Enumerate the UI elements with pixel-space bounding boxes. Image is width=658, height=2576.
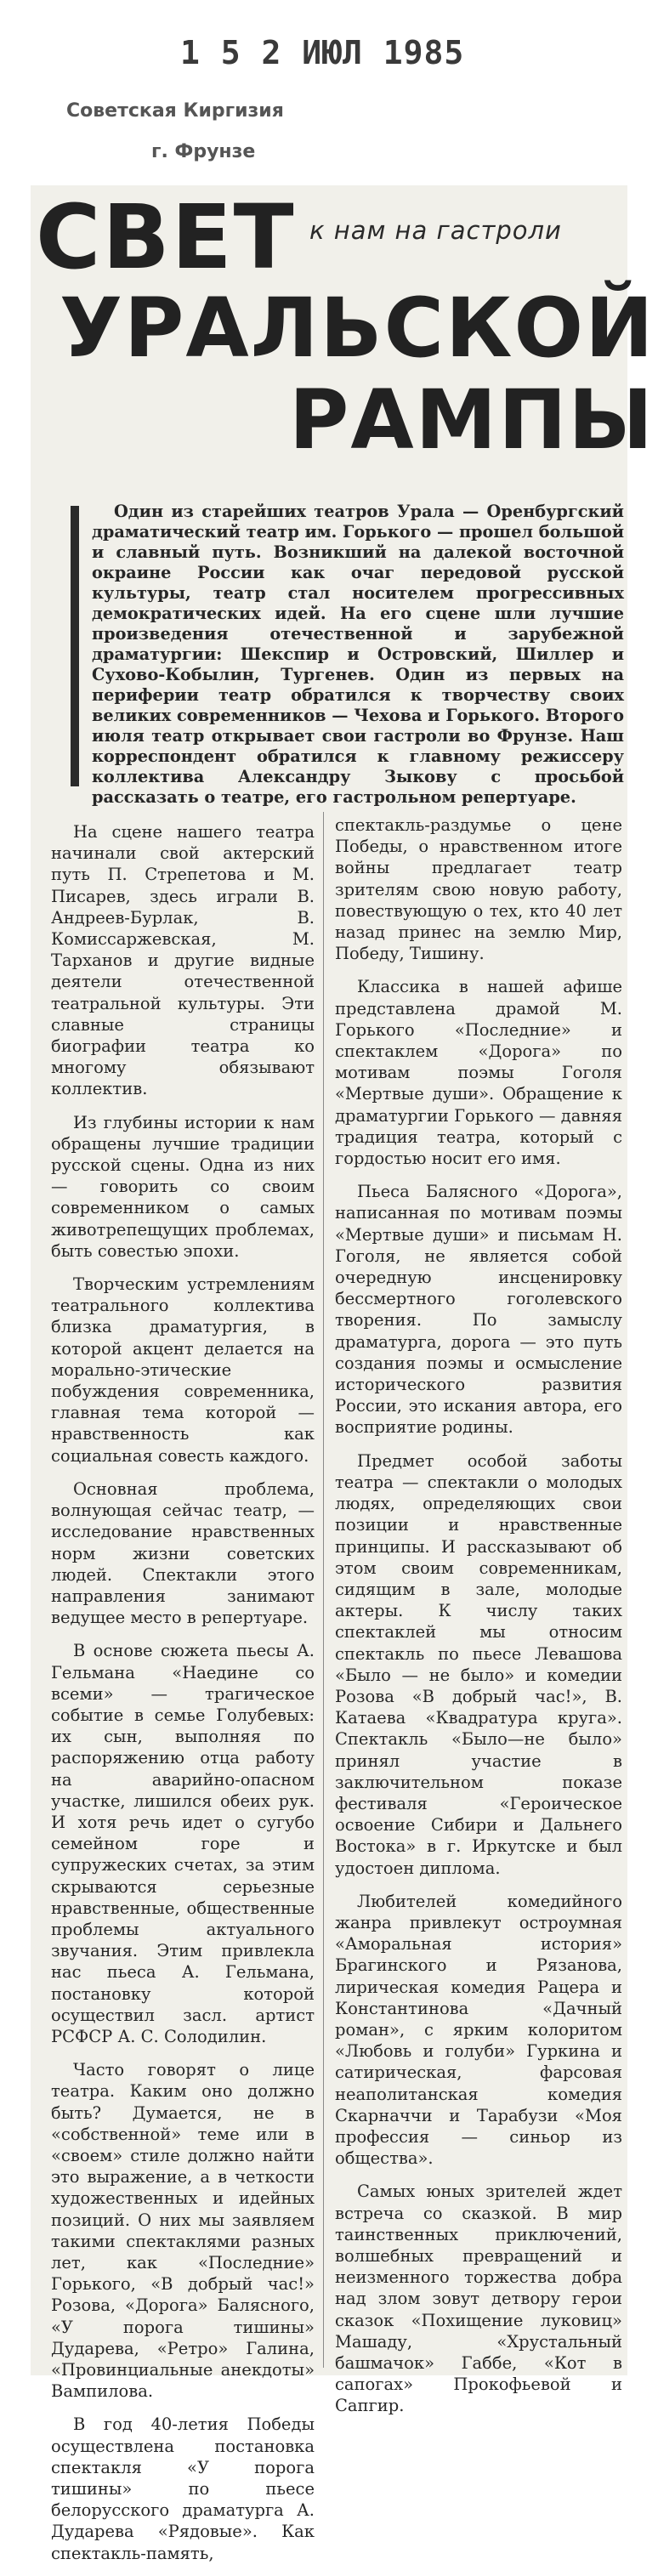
article-paragraph: Пьеса Балясного «Дорога», написанная по мотивам поэмы «Мертвые души» и письмам Н. Гоголя, не является собой очередную инсценировку бессмертного гоголевского творения. По замыслу драматурга, дорога — это путь создания поэмы и осмысление исторического развития России, это искания автора, его восприятие родины. bbox=[335, 1182, 622, 1438]
article-paragraph: Предмет особой заботы театра — спектакли о молодых людях, определяющих свои позиции и нравственные принципы. И рассказывают об этом своим современникам, сидящим в зале, молодые актеры. К числу таких спектаклей мы относим спектакль по пьесе Левашова «Было — не было» и комедии Розова «В добрый час!», В. Катаева «Квадратура круга». Спектакль «Было—не было» принял участие в заключительном показе фестиваля «Героическое освоение Сибири и Дальнего Востока» в г. Иркутске и был удостоен диплома. bbox=[335, 1450, 622, 1878]
article-paragraph: В год 40-летия Победы осуществлена постановка спектакля «У порога тишины» по пьесе белорусского драматурга А. Дударева «Рядовые». Как спектакль-память, bbox=[51, 2414, 315, 2563]
left-column bbox=[51, 821, 315, 2576]
article-paragraph: Классика в нашей афише представлена драмой М. Горького «Последние» и спектаклем «Дорога» по мотивам поэмы Гоголя «Мертвые души». Обращение к драматургии Горького — давняя традиция театра, который с гордостью носит его имя. bbox=[335, 977, 622, 1169]
rubric-label: к нам на гастроли bbox=[309, 216, 562, 245]
article-paragraph: На сцене нашего театра начинали свой актерский путь П. Стрепетова и М. Писарев, здесь играли В. Андреев-Бурлак, В. Комиссаржевская, М. Тарханов и другие видные деятели отечественной театральной культуры. Эти славные страницы биографии театра ко многому обязывают коллектив. bbox=[51, 822, 315, 1099]
city-stamp: г. Фрунзе bbox=[151, 141, 256, 162]
column-divider bbox=[323, 812, 324, 2368]
article-paragraph: В основе сюжета пьесы А. Гельмана «Наедине со всеми» — трагическое событие в семье Голубевых: их сын, выполняя по распоряжению отца работу на аварийно-опасном участке, лишился обеих рук. И хотя речь идет о сугубо семейном горе и супружеских счетах, за этим скрываются серьезные нравственные, общественные проблемы актуального звучания. Этим привлекла нас пьеса А. Гельмана, постановку которой осуществил засл. артист РСФСР А. С. Солодилин. bbox=[51, 1641, 315, 2046]
article-paragraph: Самых юных зрителей ждет встреча со сказкой. В мир таинственных приключений, волшебных превращений и неизменного торжества добра над злом зовут детвору герои сказок «Похищение луковиц» Машаду, «Хрустальный башмачок» Габбе, «Кот в сапогах» Прокофьевой и Сапгир. bbox=[335, 2182, 622, 2416]
lead-marker-bar bbox=[71, 506, 79, 786]
article-paragraph: Из глубины истории к нам обращены лучшие традиции русской сцены. Одна из них — говорить со своим современником о самых животрепещущих проблемах, быть совестью эпохи. bbox=[51, 1112, 315, 1261]
lead-paragraph: Один из старейших театров Урала — Оренбургский драматический театр им. Горького — прошел большой и славный путь. Возникший на далекой восточной окраине России как очаг передовой русской культуры, театр стал носителем прогрессивных демократических идей. На его сцене шли лучшие произведения отечественной и зарубежной драматургии: Шекспир и Островский, Шиллер и Сухово-Кобылин, Тургенев. Один из первых на периферии театр обратился к творчеству своих великих современников — Чехова и Горького. Второго июля театр открывает свои гастроли во Фрунзе. Наш корреспондент обратился к главному режиссеру коллектива Александру Зыкову с просьбой рассказать о театре, его гастрольном репертуаре. bbox=[92, 502, 624, 807]
newspaper-stamp: Советская Киргизия bbox=[66, 100, 284, 122]
archive-date-stamp: 1 5 2 ИЮЛ 1985 bbox=[180, 34, 465, 71]
article-paragraph: Часто говорят о лице театра. Каким оно должно быть? Думается, не в «собственной» теме или в «своем» стиле должно найти это выражение, а в четкости художественных и идейных позиций. О них мы заявляем такими спектаклями разных лет, как «Последние» Горького, «В добрый час!» Розова, «Дорога» Балясного, «У порога тишины» Дударева, «Ретро» Галина, «Провинциальные анекдоты» Вампилова. bbox=[51, 2060, 315, 2402]
right-column bbox=[335, 814, 622, 2429]
article-paragraph: Любителей комедийного жанра привлекут остроумная «Аморальная история» Брагинского и Рязанова, лирическая комедия Рацера и Константинова «Дачный роман», с ярким колоритом «Любовь и голуби» Гуркина и сатирическая, фарсовая неаполитанская комедия Скарначчи и Тарабузи «Моя профессия — синьор из общества». bbox=[335, 1891, 622, 2169]
article-paragraph: Основная проблема, волнующая сейчас театр, — исследование нравственных норм жизни советских людей. Спектакли этого направления занимают ведущее место в репертуаре. bbox=[51, 1478, 315, 1628]
headline-line-3: РАМПЫ bbox=[289, 372, 655, 468]
headline-line-2: УРАЛЬСКОЙ bbox=[60, 281, 655, 376]
article-paragraph: Творческим устремлениям театрального коллектива близка драматургия, в которой акцент делается на морально-этические побуждения современника, главная тема которой — нравственность как социальная совесть каждого. bbox=[51, 1274, 315, 1466]
article-paragraph: спектакль-раздумье о цене Победы, о нравственном итоге войны предлагает театр зрителям свою новую работу, повествующую о тех, кто 40 лет назад принес на землю Мир, Победу, Тишину. bbox=[335, 815, 622, 964]
headline-line-1: СВЕТ bbox=[36, 185, 296, 289]
